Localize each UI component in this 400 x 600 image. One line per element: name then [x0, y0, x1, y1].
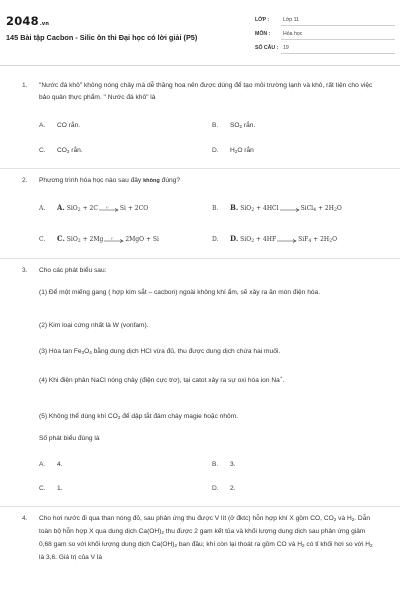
- option-b[interactable]: B. 3.: [212, 461, 236, 468]
- question-divider: [0, 506, 400, 507]
- subject-label: MÔN :: [255, 31, 271, 37]
- document-title: 145 Bài tập Cacbon - Silic ôn thi Đại học có lời giải (P5): [6, 33, 198, 42]
- subject-value: Hóa học: [283, 31, 303, 37]
- class-underline: [281, 25, 395, 26]
- question-prompt: Số phát biểu đúng là: [39, 435, 100, 442]
- question-text: "Nước đá khô" không nóng chảy mà dễ thăng hoa nên được dùng để tạo môi trường lạnh và khô, rất tiện cho việc bảo quản thực phẩm. " Nước đá khô" là: [39, 82, 373, 101]
- statement-2: (2) Kim loại cứng nhất là W (vonfam).: [39, 322, 149, 329]
- question-text: Phương trình hóa học nào sau đây không đúng?: [39, 177, 181, 184]
- reaction-arrow-icon: [276, 237, 298, 243]
- statement-5: (5) Không thể dùng khí $CO_2$ để dập tắt đám cháy magie hoặc nhôm.: [39, 413, 239, 420]
- question-number: 2.: [22, 177, 28, 184]
- option-a[interactable]: A. CO rắn.: [39, 122, 81, 129]
- option-d[interactable]: D. $H_2O$ rắn: [212, 147, 254, 154]
- option-c[interactable]: C. $CO_2$ rắn.: [39, 147, 83, 154]
- question-number: 4.: [22, 515, 28, 522]
- document-header: [0, 0, 400, 62]
- svg-text:t°: t°: [105, 205, 109, 209]
- statement-3: (3) Hòa $\tan Fe_3O_4$ bằng dung dịch HCl vừa đủ, thu được dung dịch chứa hai muối.: [39, 348, 281, 355]
- question-divider: [0, 168, 400, 169]
- question-text: Cho hơi nước đi qua than nóng đỏ, sau phản ứng thu được V lít (ở đktc) hỗn hợp khí X gồm CO, $CO_2$ và $H_2$. Dẫn toàn bộ hỗn hợp X qua dung dịch $Ca(OH)_2$ thu được 2 gam kết tủa và khối lượng dung dịch sau phản ứng giảm 0,68 gam so với khối lượng dung dịch $Ca(OH)_2$ ban đầu; khí còn lại thoát ra gồm CO và $H_2$ có tỉ khối hơi so với $H_2$ là 3,6. Giá trị của V là: [39, 515, 373, 561]
- question-number: 1.: [22, 82, 28, 89]
- reaction-arrow-icon: [279, 206, 301, 212]
- subject-underline: [281, 39, 395, 40]
- svg-text:t°: t°: [111, 236, 115, 240]
- statement-4: (4) Khi điện phân NaCl nóng chảy (điện cực trơ), tại catot xảy ra sự oxi hóa ion Na+.: [39, 375, 285, 384]
- class-value: Lớp 11: [283, 17, 299, 23]
- reaction-arrow-icon: [103, 237, 125, 243]
- option-c[interactable]: C. 1.: [39, 485, 63, 492]
- question-divider: [0, 258, 400, 259]
- statement-1: (1) Để một miếng gang ( hợp kim sắt – cacbon) ngoài không khí ẩm, sẽ xảy ra ăn mòn điện hóa.: [39, 289, 321, 296]
- count-label: SỐ CÂU :: [255, 45, 279, 51]
- option-c[interactable]: C. C. SiO$_2$ + 2Mg t° 2MgO + Si: [39, 234, 159, 244]
- option-d[interactable]: D. D. SiO$_2$ + 4HF $SiF_4 + 2H_2O$: [212, 234, 338, 244]
- count-value: 19: [283, 45, 289, 51]
- question-text: Cho các phát biểu sau:: [39, 267, 107, 274]
- option-b[interactable]: B. $SO_2$ rắn.: [212, 122, 256, 129]
- question-number: 3.: [22, 267, 28, 274]
- reaction-arrow-icon: [98, 206, 120, 212]
- count-underline: [281, 53, 395, 54]
- option-a[interactable]: A. A. SiO$_2$ + 2C t° Si + 2CO: [39, 203, 149, 213]
- site-logo[interactable]: 2048.vn: [6, 14, 50, 28]
- option-a[interactable]: A. 4.: [39, 461, 63, 468]
- class-label: LỚP :: [255, 17, 270, 23]
- header-divider: [0, 65, 400, 66]
- option-d[interactable]: D. 2.: [212, 485, 236, 492]
- option-b[interactable]: B. B. SiO$_2$ + 4HCl SiCl$_4$ + $2H_2O$: [212, 203, 342, 213]
